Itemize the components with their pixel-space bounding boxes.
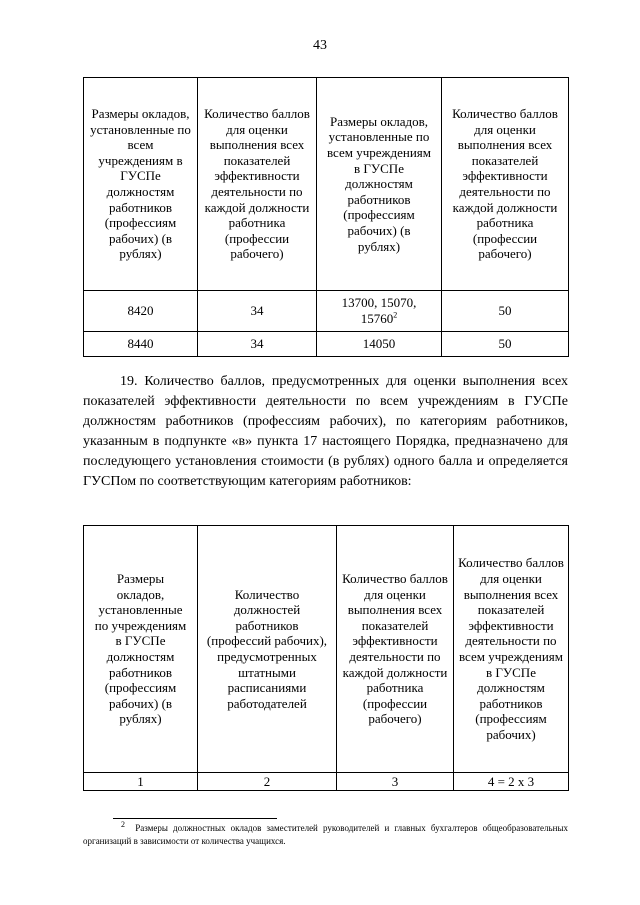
- salary-points-table: [83, 77, 569, 357]
- paragraph-19: 19. Количество баллов, предусмотренных для оценки выполнения всех показателей эффективности деятельности по всем учреждениям в ГУСПе должностям работников (профессиям рабочих), по категориям работников, указанным в подпункте «в» пункта 17 настоящего Порядка, предназначено для последующего установления стоимости (в рублях) одного балла и определяется ГУСПом по соответствующим категориям работников:: [83, 374, 568, 489]
- table-row: [84, 332, 569, 357]
- table-row: [84, 291, 569, 332]
- header-salary-cell: Размеры окладов, установленные по всем учреждениям в ГУСПе должностям работников (профессиям рабочих) (в рублях): [317, 78, 442, 291]
- salary-cell: [317, 291, 442, 332]
- points-cell: 50: [442, 291, 569, 332]
- salary-cell: 8440: [84, 332, 198, 357]
- footnote-text: Размеры должностных окладов заместителей руководителей и главных бухгалтеров общеобразовательных организаций в зависимости от количества учащихся.: [83, 823, 568, 846]
- salary-values: 13700, 15070, 15760: [341, 295, 417, 326]
- header-salary-cell: Размеры окладов, установленные по учреждениям в ГУСПе должностям работников (профессиям рабочих) (в рублях): [84, 526, 198, 773]
- column-number: 3: [337, 773, 454, 791]
- salary-cell: 8420: [84, 291, 198, 332]
- header-points-cell: Количество баллов для оценки выполнения всех показателей эффективности деятельности по каждой должности работника (профессии рабочего): [442, 78, 569, 291]
- header-points-cell: Количество баллов для оценки выполнения всех показателей эффективности деятельности по каждой должности работника (профессии рабочего): [198, 78, 317, 291]
- header-points-cell: Количество баллов для оценки выполнения всех показателей эффективности деятельности по каждой должности работника (профессии рабочего): [337, 526, 454, 773]
- table-header-row: [84, 526, 569, 773]
- footnote: [83, 822, 568, 848]
- header-total-points-cell: Количество баллов для оценки выполнения всех показателей эффективности деятельности по всем учреждениям в ГУСПе должностям работников (профессиям рабочих): [454, 526, 569, 773]
- salary-cell: 14050: [317, 332, 442, 357]
- table-header-row: [84, 78, 569, 291]
- column-numbers-row: [84, 773, 569, 791]
- page-number: 43: [313, 38, 327, 53]
- column-number: 1: [84, 773, 198, 791]
- points-cell: 50: [442, 332, 569, 357]
- footnote-marker: 2: [121, 820, 125, 829]
- header-salary-cell: Размеры окладов, установленные по всем учреждениям в ГУСПе должностям работников (профессиям рабочих) (в рублях): [84, 78, 198, 291]
- column-number: 4 = 2 x 3: [454, 773, 569, 791]
- points-cell: 34: [198, 332, 317, 357]
- points-cell: 34: [198, 291, 317, 332]
- header-positions-count-cell: Количество должностей работников (профессий рабочих), предусмотренных штатными расписаниями работодателей: [198, 526, 337, 773]
- footnote-reference: 2: [393, 310, 398, 320]
- column-number: 2: [198, 773, 337, 791]
- footnote-separator: [113, 818, 277, 819]
- points-calculation-table: [83, 525, 569, 791]
